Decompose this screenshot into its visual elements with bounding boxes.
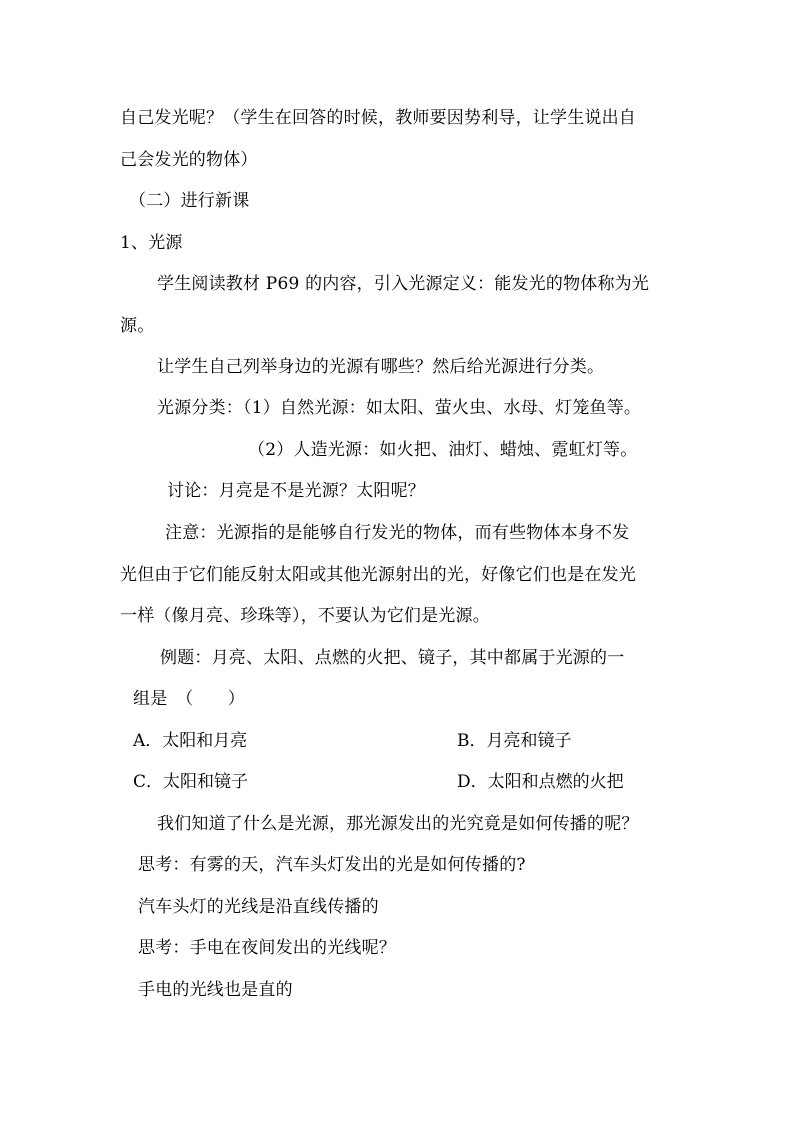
transition: 我们知道了什么是光源，那光源发出的光究竟是如何传播的呢？ bbox=[157, 814, 639, 834]
reading-line-2: 源。 bbox=[120, 316, 155, 336]
example-question-line-1: 例题：月亮、太阳、点燃的火把、镜子，其中都属于光源的一 bbox=[160, 648, 625, 668]
note-line-3: 一样（像月亮、珍珠等），不要认为它们是光源。 bbox=[120, 606, 490, 626]
section-heading: （二）进行新课 bbox=[129, 191, 250, 211]
intro-line-2: 己会发光的物体） bbox=[120, 150, 258, 170]
note-line-2: 光但由于它们能反射太阳或其他光源射出的光，好像它们也是在发光 bbox=[120, 565, 636, 585]
reading-line-1: 学生阅读教材 P69 的内容，引入光源定义：能发光的物体称为光 bbox=[157, 274, 650, 294]
option-d: D．太阳和点燃的火把 bbox=[457, 772, 624, 792]
think-1: 思考：有雾的天，汽车头灯发出的光是如何传播的? bbox=[138, 855, 526, 875]
intro-line-1: 自己发光呢？（学生在回答的时候，教师要因势利导，让学生说出自 bbox=[120, 108, 636, 128]
think-2: 思考：手电在夜间发出的光线呢？ bbox=[138, 938, 396, 958]
example-question-line-2: 组是 （ ） bbox=[133, 689, 245, 709]
topic-heading: 1、光源 bbox=[120, 233, 183, 253]
discussion: 讨论：月亮是不是光源？太阳呢？ bbox=[167, 481, 425, 501]
option-c: C．太阳和镜子 bbox=[133, 772, 249, 792]
list-prompt: 让学生自己列举身边的光源有哪些？然后给光源进行分类。 bbox=[157, 357, 605, 377]
answer-1: 汽车头灯的光线是沿直线传播的 bbox=[138, 897, 379, 917]
option-a: A．太阳和月亮 bbox=[133, 731, 248, 751]
answer-2: 手电的光线也是直的 bbox=[138, 980, 293, 1000]
classification-artificial: （2）人造光源：如火把、油灯、蜡烛、霓虹灯等。 bbox=[248, 440, 638, 460]
classification-natural: 光源分类：（1）自然光源：如太阳、萤火虫、水母、灯笼鱼等。 bbox=[157, 398, 642, 418]
option-b: B．月亮和镜子 bbox=[457, 731, 572, 751]
note-line-1: 注意：光源指的是能够自行发光的物体，而有些物体本身不发 bbox=[165, 523, 630, 543]
